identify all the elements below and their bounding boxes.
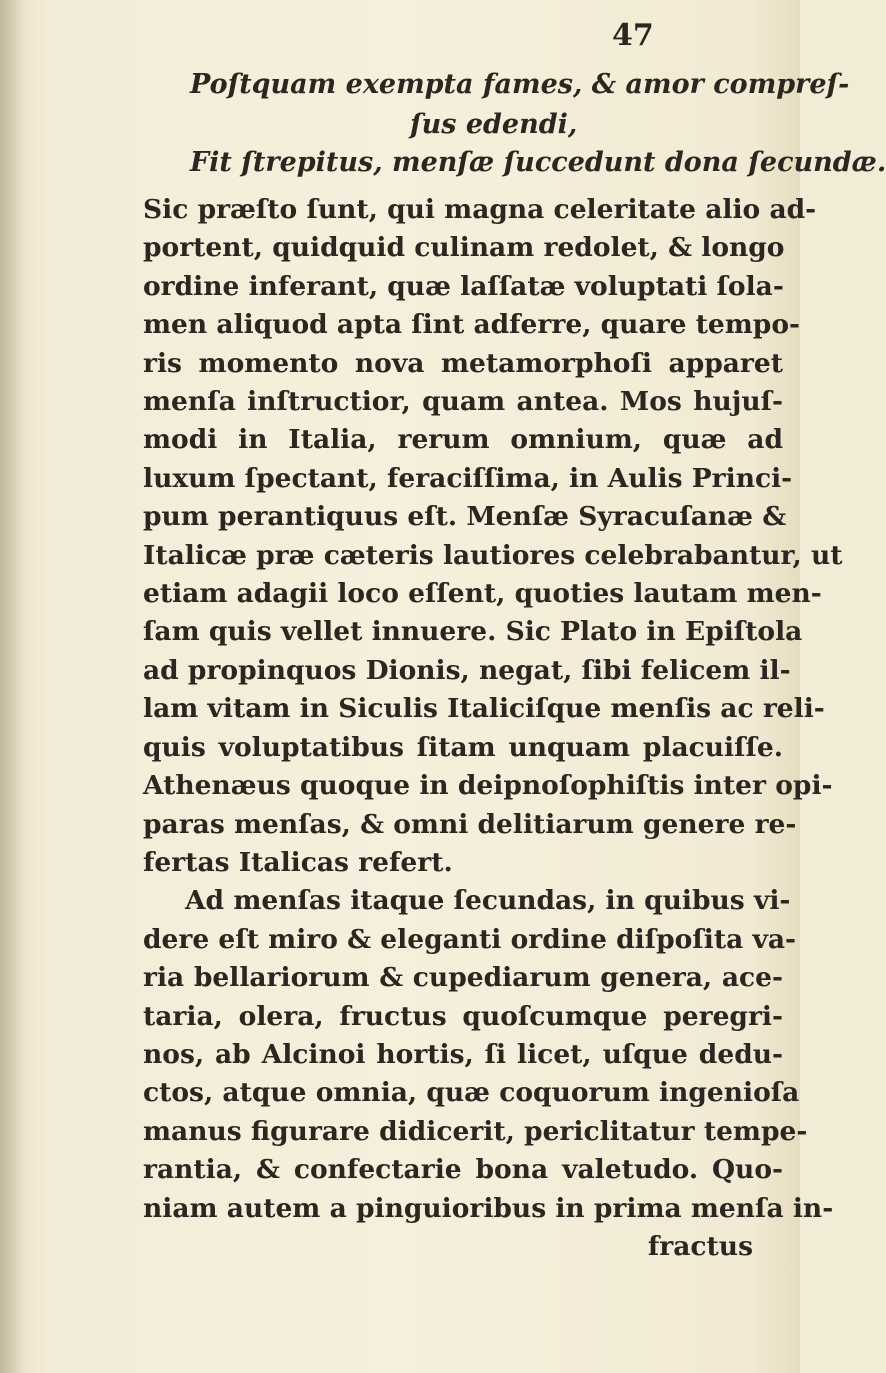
paragraph-2-line: rantia, & confectarie bona valetudo. Quo- bbox=[143, 1154, 783, 1186]
paragraph-2-line: ctos, atque omnia, quæ coquorum ingenioſa bbox=[143, 1077, 800, 1109]
verse-line-2: ſus edendi, bbox=[410, 109, 578, 140]
text-line: etiam adagii loco eſſent, quoties lautam men- bbox=[143, 578, 822, 610]
text-line: menſa inſtructior, quam antea. Mos hujuſ- bbox=[143, 386, 783, 418]
text-line: ſam quis vellet innuere. Sic Plato in Epiſtola bbox=[143, 616, 803, 648]
paragraph-2-line: dere eſt miro & eleganti ordine diſpoſita va- bbox=[143, 923, 797, 955]
verse-line-1: Poſtquam exempta fames, & amor compreſ- bbox=[190, 69, 850, 100]
text-line: ordine inferant, quæ laſſatæ voluptati ſola- bbox=[143, 270, 784, 302]
paragraph-2-line: nos, ab Alcinoi hortis, ſi licet, uſque dedu- bbox=[143, 1038, 783, 1070]
text-line: luxum ſpectant, feraciſſima, in Aulis Princi- bbox=[143, 462, 793, 494]
text-line: portent, quidquid culinam redolet, & longo bbox=[143, 232, 785, 264]
verse-line-3: Fit ſtrepitus, menſæ ſuccedunt dona ſecundæ. bbox=[190, 147, 886, 178]
paragraph-2-line: niam autem a pinguioribus in prima menſa in- bbox=[143, 1192, 834, 1224]
text-line: ris momento nova metamorphoſi apparet bbox=[143, 347, 783, 379]
page-number: 47 bbox=[612, 18, 654, 53]
text-line: paras menſas, & omni delitiarum genere re- bbox=[143, 808, 797, 840]
text-line: modi in Italia, rerum omnium, quæ ad bbox=[143, 424, 783, 456]
text-line: lam vitam in Siculis Italiciſque menſis ac reli- bbox=[143, 693, 825, 725]
paragraph-2-line: ria bellariorum & cupediarum genera, ace- bbox=[143, 962, 783, 994]
main-text bbox=[143, 191, 843, 1266]
text-line: Italicæ præ cæteris lautiores celebrabantur, ut bbox=[143, 539, 843, 571]
verse-quotation bbox=[190, 65, 850, 145]
paragraph-2-line: Ad menſas itaque ſecundas, in quibus vi- bbox=[185, 885, 791, 917]
text-line: Sic præſto ſunt, qui magna celeritate alio ad- bbox=[143, 194, 817, 225]
catchword: fractus bbox=[647, 1230, 753, 1262]
text-line: pum perantiquus eſt. Menſæ Syracuſanæ & bbox=[143, 501, 787, 533]
text-line: Athenæus quoque in deipnoſophiſtis inter opi- bbox=[143, 770, 833, 802]
text-line: men aliquod apta ſint adferre, quare tempo- bbox=[143, 309, 801, 341]
paragraph-2-line: taria, olera, fructus quoſcumque peregri- bbox=[143, 1000, 783, 1032]
page-spine-shadow bbox=[0, 0, 26, 1373]
paragraph-2-line: manus figurare didicerit, periclitatur tempe- bbox=[143, 1115, 808, 1147]
text-line: quis voluptatibus ſitam unquam placuiſſe. bbox=[143, 731, 783, 763]
text-line: ad propinquos Dionis, negat, ſibi felicem il- bbox=[143, 654, 791, 686]
text-line: fertas Italicas refert. bbox=[143, 846, 453, 878]
